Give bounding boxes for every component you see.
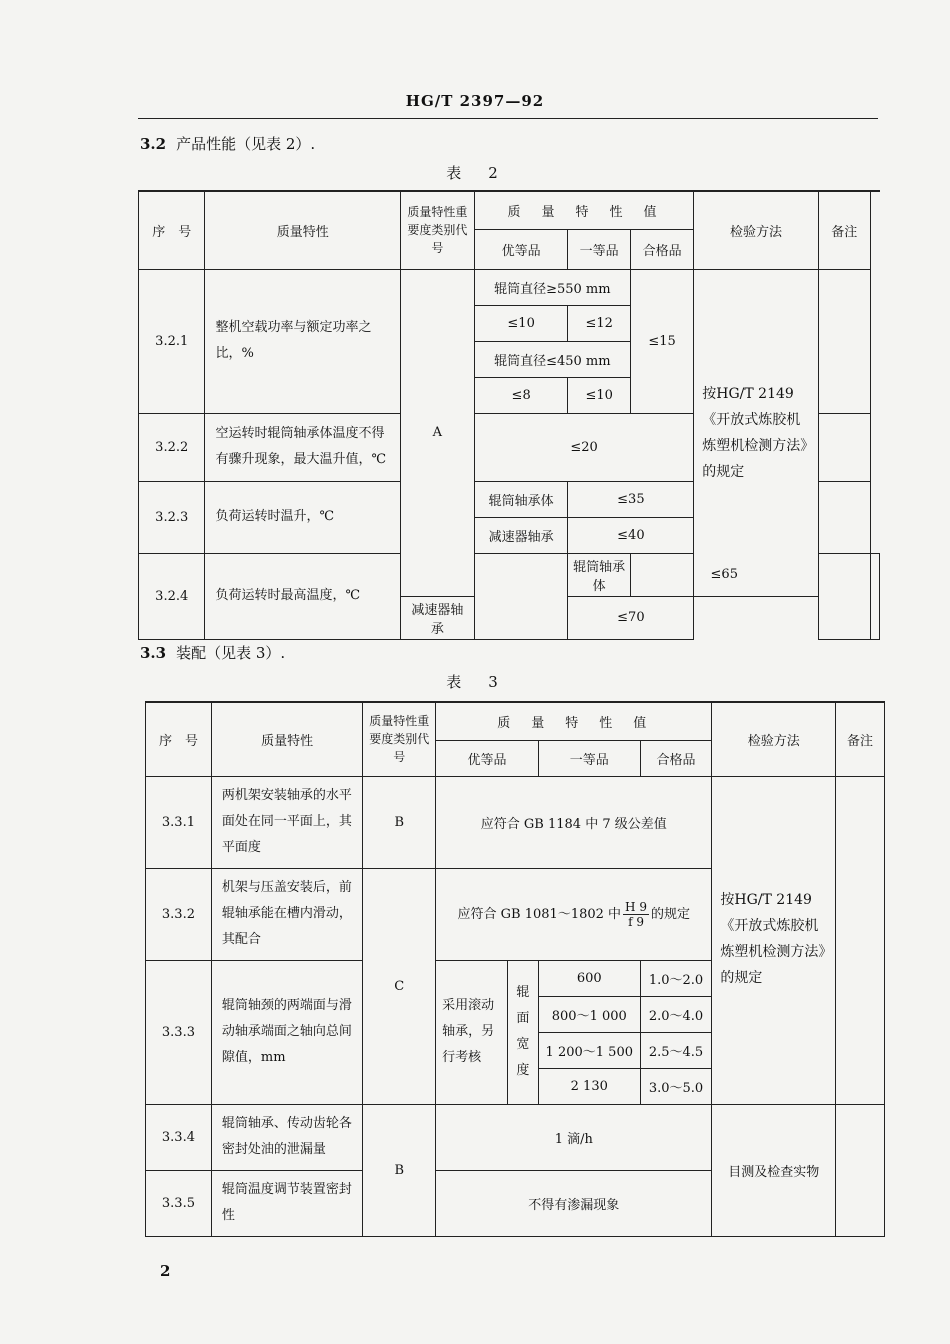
- row-seq: 3.3.5: [146, 1170, 212, 1236]
- roll-width: 600: [538, 960, 640, 996]
- value-prefix: 应符合 GB 1081～1802 中: [457, 906, 622, 922]
- rolling-bearing-note: 采用滚动轴承，另行考核: [436, 960, 508, 1104]
- table-2: [138, 190, 880, 640]
- header-method: 检验方法: [712, 702, 836, 776]
- category-code: B: [363, 1104, 436, 1236]
- category-code-empty: [474, 553, 568, 639]
- section-title: 产品性能（见表 2）.: [176, 135, 316, 153]
- row-characteristic: 辊筒轴承、传动齿轮各密封处油的泄漏量: [211, 1104, 362, 1170]
- header-grade-1: 优等品: [436, 740, 539, 776]
- value-suffix: 的规定: [650, 906, 690, 922]
- table3-caption: 表 3: [446, 673, 504, 691]
- sub-value: ≤65: [630, 553, 818, 596]
- section-number: 3.3: [140, 644, 167, 662]
- table-3: [145, 701, 885, 1237]
- sub-value: ≤35: [568, 481, 694, 517]
- fraction-numerator: H 9: [625, 899, 647, 914]
- header-grade-3: 合格品: [640, 740, 712, 776]
- value-merged: [436, 868, 712, 960]
- note-cell: [871, 553, 880, 639]
- category-code: A: [400, 269, 474, 596]
- table2-caption: 表 2: [446, 164, 504, 182]
- header-grade-3: 合格品: [630, 229, 693, 269]
- sub-label: 减速器轴承: [400, 596, 474, 639]
- value-grade-3: ≤15: [630, 269, 693, 413]
- row-seq: 3.2.2: [139, 413, 205, 481]
- value-grade-2: ≤12: [568, 305, 630, 341]
- header-seq: 序 号: [139, 191, 205, 269]
- row-characteristic: 负荷运转时最高温度，℃: [205, 553, 401, 639]
- value-grade-2: ≤10: [568, 377, 630, 413]
- note-cell: [818, 413, 870, 481]
- sub-value: ≤70: [568, 596, 694, 639]
- sub-value: ≤40: [568, 517, 694, 553]
- header-grade-1: 优等品: [474, 229, 568, 269]
- roll-diameter-550: 辊筒直径≥550 mm: [474, 269, 630, 305]
- roll-width: 2 130: [538, 1068, 640, 1104]
- row-characteristic: 负荷运转时温升，℃: [205, 481, 401, 553]
- header-seq: 序 号: [146, 702, 212, 776]
- value-grade-1: ≤10: [474, 305, 568, 341]
- header-characteristic: 质量特性: [211, 702, 362, 776]
- inspection-method: 按HG/T 2149《开放式炼胶机炼塑机检测方法》的规定: [694, 269, 818, 596]
- row-characteristic: 整机空载功率与额定功率之比，%: [205, 269, 401, 413]
- method-empty: [818, 553, 870, 639]
- note-cell: [836, 776, 885, 1104]
- row-characteristic: 辊筒温度调节装置密封性: [211, 1170, 362, 1236]
- sub-label: 辊筒轴承体: [474, 481, 568, 517]
- note-cell: [818, 481, 870, 553]
- document-header: HG/T 2397—92: [405, 92, 545, 110]
- sub-label: 减速器轴承: [474, 517, 568, 553]
- value-merged: 不得有渗漏现象: [436, 1170, 712, 1236]
- fit-fraction: [623, 900, 649, 929]
- row-seq: 3.3.2: [146, 868, 212, 960]
- row-characteristic: 机架与压盖安装后，前辊轴承能在槽内滑动，其配合: [211, 868, 362, 960]
- inspection-method: 按HG/T 2149《开放式炼胶机炼塑机检测方法》的规定: [712, 776, 836, 1104]
- row-seq: 3.2.1: [139, 269, 205, 413]
- header-note: 备注: [818, 191, 870, 269]
- row-seq: 3.2.4: [139, 553, 205, 639]
- header-note: 备注: [836, 702, 885, 776]
- row-characteristic: 两机架安装轴承的水平面处在同一平面上，其平面度: [211, 776, 362, 868]
- row-characteristic: 空运转时辊筒轴承体温度不得有骤升现象，最大温升值，℃: [205, 413, 401, 481]
- header-grade-2: 一等品: [568, 229, 630, 269]
- section-number: 3.2: [140, 135, 167, 153]
- header-category: 质量特性重要度类别代号: [363, 702, 436, 776]
- clearance-value: 2.5～4.5: [640, 1032, 712, 1068]
- clearance-value: 2.0～4.0: [640, 996, 712, 1032]
- row-seq: 3.3.3: [146, 960, 212, 1104]
- value-grade-1: ≤8: [474, 377, 568, 413]
- sub-label: 辊筒轴承体: [568, 553, 630, 596]
- row-seq: 3.3.4: [146, 1104, 212, 1170]
- value-merged: 应符合 GB 1184 中 7 级公差值: [436, 776, 712, 868]
- header-characteristic: 质量特性: [205, 191, 401, 269]
- roll-width-label: 辊面宽度: [507, 960, 538, 1104]
- header-grade-2: 一等品: [538, 740, 640, 776]
- row-characteristic: 辊筒轴颈的两端面与滑动轴承端面之轴向总间隙值，mm: [211, 960, 362, 1104]
- clearance-value: 3.0～5.0: [640, 1068, 712, 1104]
- header-values: 质 量 特 性 值: [436, 702, 712, 740]
- fraction-denominator: f 9: [628, 914, 644, 929]
- section-3-2-heading: [140, 133, 315, 154]
- header-values: 质 量 特 性 值: [474, 191, 694, 229]
- value-merged: ≤20: [474, 413, 694, 481]
- inspection-method: 目测及检查实物: [712, 1104, 836, 1236]
- value-merged: 1 滴/h: [436, 1104, 712, 1170]
- roll-width: 1 200～1 500: [538, 1032, 640, 1068]
- note-cell: [818, 269, 870, 413]
- header-rule: [138, 118, 878, 119]
- roll-width: 800～1 000: [538, 996, 640, 1032]
- header-category: 质量特性重要度类别代号: [400, 191, 474, 269]
- category-code: C: [363, 868, 436, 1104]
- category-code: B: [363, 776, 436, 868]
- section-3-3-heading: [140, 642, 285, 663]
- row-seq: 3.3.1: [146, 776, 212, 868]
- note-cell: [836, 1104, 885, 1236]
- row-seq: 3.2.3: [139, 481, 205, 553]
- section-title: 装配（见表 3）.: [176, 644, 286, 662]
- clearance-value: 1.0～2.0: [640, 960, 712, 996]
- header-method: 检验方法: [694, 191, 818, 269]
- roll-diameter-450: 辊筒直径≤450 mm: [474, 341, 630, 377]
- page-number: 2: [160, 1262, 171, 1280]
